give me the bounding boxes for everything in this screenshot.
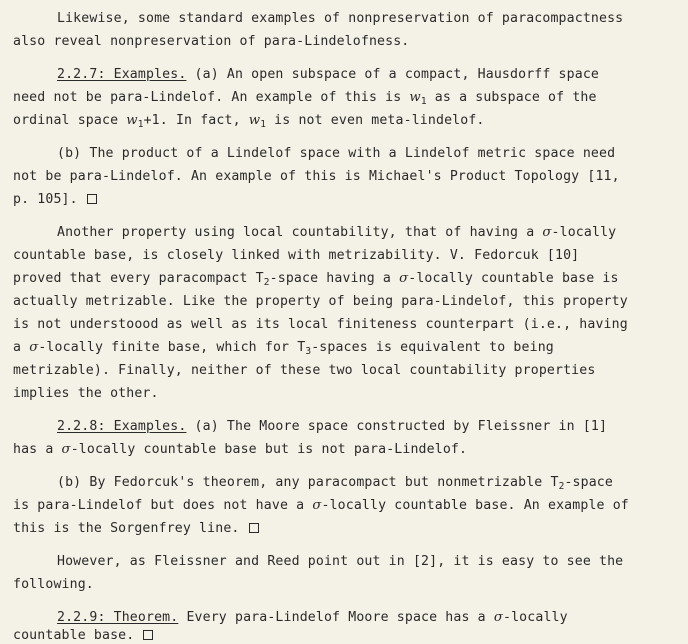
paragraph-3-line-1: However, as Fleissner and Reed point out in [2], it is easy to see the — [57, 554, 624, 569]
examples-228-line-1: 2.2.8: Examples. (a) The Moore space constructed by Fleissner in [1] — [57, 419, 608, 434]
examples-227b-line-2: not be para-Lindelof. An example of this is Michael's Product Topology [11, — [13, 169, 620, 184]
examples-228b-line-2: is para-Lindelof but does not have a σ-locally countable base. An example of — [13, 498, 629, 513]
paragraph-2-line-6: a σ-locally finite base, which for $T_3$-spaces is equivalent to being — [13, 340, 554, 357]
paragraph-1-line-2: also reveal nonpreservation of para-Lindelofness. — [13, 34, 410, 49]
examples-227-line-3: ordinal space $w_1+1$. In fact, $w_1$ is not even meta-lindelof. — [13, 113, 485, 130]
examples-228b-line-3: this is the Sorgenfrey line. — [13, 520, 259, 537]
examples-227-line-1: 2.2.7: Examples. (a) An open subspace of a compact, Hausdorff space — [57, 67, 600, 82]
paragraph-2-line-2: countable base, is closely linked with metrizability. V. Fedorcuk [10] — [13, 248, 580, 263]
theorem-229-line-2: countable base. — [13, 627, 153, 644]
paragraph-2-line-5: is not understoood as well as its local finiteness counterpart (i.e., having — [13, 317, 628, 332]
qed-box-icon — [143, 630, 153, 640]
examples-227-line-2: need not be para-Lindelof. An example of this is $w_1$ as a subspace of the — [13, 90, 597, 107]
examples-227-heading: 2.2.7: Examples. — [57, 67, 187, 82]
examples-228-heading: 2.2.8: Examples. — [57, 419, 187, 434]
paragraph-2-line-8: implies the other. — [13, 386, 159, 401]
qed-box-icon — [249, 523, 259, 533]
paragraph-2-line-3: proved that every paracompact $T_2$-space having a σ-locally countable base is — [13, 271, 619, 288]
qed-box-icon — [87, 194, 97, 204]
examples-227b-line-1: (b) The product of a Lindelof space with a Lindelof metric space need — [57, 146, 616, 161]
paragraph-3-line-2: following. — [13, 577, 94, 592]
paragraph-1-line-1: Likewise, some standard examples of nonpreservation of paracompactness — [57, 11, 624, 26]
theorem-229-line-1: 2.2.9: Theorem. Every para-Lindelof Moore space has a σ-locally — [57, 610, 568, 625]
paragraph-2-line-7: metrizable). Finally, neither of these two local countability properties — [13, 363, 596, 378]
theorem-229-heading: 2.2.9: Theorem. — [57, 610, 179, 625]
examples-228-line-2: has a σ-locally countable base but is not para-Lindelof. — [13, 442, 468, 457]
paragraph-2-line-4: actually metrizable. Like the property of being para-Lindelof, this property — [13, 294, 628, 309]
paragraph-2-line-1: Another property using local countability, that of having a σ-locally — [57, 225, 617, 240]
examples-227b-line-3: p. 105]. — [13, 191, 97, 208]
examples-228b-line-1: (b) By Fedorcuk's theorem, any paracompact but nonmetrizable $T_2$-space — [57, 475, 613, 492]
